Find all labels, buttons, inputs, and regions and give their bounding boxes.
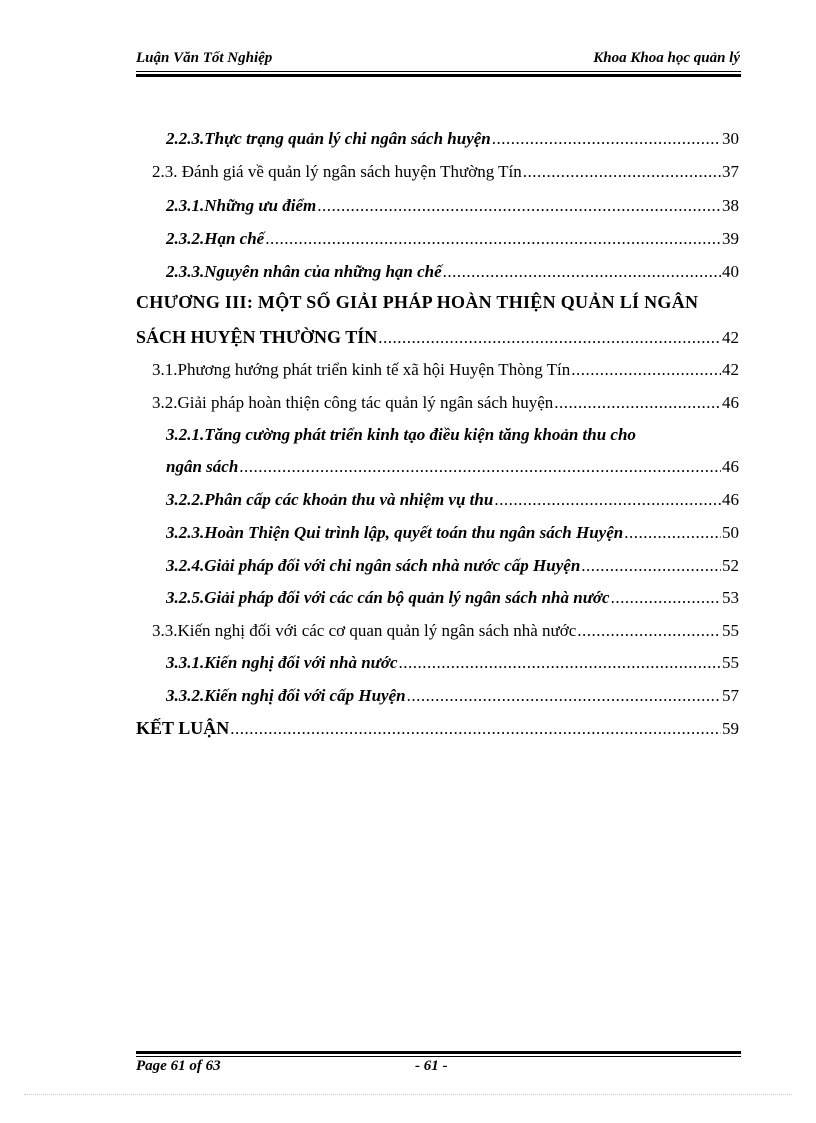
header-rule-thick [136,74,741,77]
toc-entry-title: 3.2.2.Phân cấp các khoản thu và nhiệm vụ thu [166,490,494,509]
toc-leader-dots [443,262,721,282]
toc-entry-page: 55 [722,653,739,672]
toc-leader-dots [407,686,721,706]
toc-entry-page: 42 [722,360,739,379]
toc-entry-page: 46 [722,457,739,476]
toc-entry-title: 2.3.3.Nguyên nhân của những hạn chế [166,262,442,281]
toc-leader-dots [317,196,721,216]
toc-entry[interactable] [136,490,739,516]
toc-entry-page: 53 [722,588,739,607]
toc-entry-title: 2.2.3.Thực trạng quản lý chi ngân sách huyện [166,129,491,148]
toc-entry-title: 3.3.1.Kiến nghị đối với nhà nước [166,653,398,672]
toc-entry-page: 42 [722,328,739,347]
toc-entry-page: 40 [722,262,739,281]
toc-entry[interactable] [136,588,739,614]
toc-leader-dots [492,129,721,149]
toc-entry[interactable] [136,229,739,255]
toc-leader-dots [523,162,721,182]
toc-entry-page: 59 [722,719,739,738]
toc-leader-dots [581,556,721,576]
footer-rule-thick [136,1051,741,1054]
header-rule-thin [136,71,741,72]
footer-rule-thin [136,1056,741,1057]
toc-leader-dots [399,653,721,673]
toc-entry[interactable] [136,393,739,419]
toc-leader-dots [624,523,721,543]
toc-entry-page: 46 [722,490,739,509]
toc-entry-page: 38 [722,196,739,215]
toc-entry[interactable] [136,129,739,155]
toc-leader-dots [577,621,721,641]
toc-leader-dots [265,229,721,249]
toc-entry-title: 2.3.1.Những ưu điểm [166,196,317,215]
toc-entry-title: SÁCH HUYỆN THƯỜNG TÍN [136,327,378,347]
toc-entry-title: 3.2.5.Giải pháp đối với các cán bộ quản lý ngân sách nhà nước [166,588,610,607]
toc-entry[interactable] [136,686,739,712]
toc-entry-title: 3.1.Phương hướng phát triển kinh tế xã hội Huyện Thòng Tín [152,360,571,379]
toc-leader-dots [494,490,721,510]
toc-entry-title: KẾT LUẬN [136,718,230,738]
header-faculty-label: Khoa Khoa học quản lý [593,50,740,66]
toc-leader-dots [378,328,721,348]
toc-entry[interactable] [136,653,739,679]
footer-page-number: - 61 - [415,1058,448,1074]
toc-entry[interactable] [136,360,739,386]
toc-entry-page: 46 [722,393,739,412]
toc-chapter-heading-line1[interactable]: CHƯƠNG III: MỘT SỐ GIẢI PHÁP HOÀN THIỆN QUẢN LÍ NGÂN [136,292,699,312]
toc-entry-page: 52 [722,556,739,575]
footer-page-label: Page 61 of 63 [136,1058,221,1074]
toc-entry[interactable] [136,327,739,353]
toc-entry-page: 30 [722,129,739,148]
toc-leader-dots [611,588,721,608]
header-thesis-label: Luận Văn Tốt Nghiệp [136,50,273,66]
toc-entry-title-line1[interactable]: 3.2.1.Tăng cường phát triển kinh tạo điều kiện tăng khoản thu cho [166,425,636,444]
toc-entry[interactable] [136,262,739,288]
toc-entry-page: 39 [722,229,739,248]
toc-entry-page: 57 [722,686,739,705]
toc-entry-title: 2.3.2.Hạn chế [166,229,265,248]
toc-entry[interactable] [136,196,739,222]
toc-entry[interactable] [136,457,739,483]
toc-entry[interactable] [136,556,739,582]
toc-entry-page: 55 [722,621,739,640]
toc-entry[interactable] [136,162,739,188]
toc-entry-title: 3.2.Giải pháp hoàn thiện công tác quản lý ngân sách huyện [152,393,554,412]
toc-entry-title: 2.3. Đánh giá về quản lý ngân sách huyện Thường Tín [152,162,522,181]
toc-entry-title: 3.3.2.Kiến nghị đối với cấp Huyện [166,686,406,705]
toc-entry-page: 50 [722,523,739,542]
toc-leader-dots [239,457,721,477]
toc-entry-title: 3.3.Kiến nghị đối với các cơ quan quản lý ngân sách nhà nước [152,621,577,640]
toc-entry[interactable] [136,718,739,744]
toc-entry[interactable] [136,621,739,647]
toc-entry-page: 37 [722,162,739,181]
toc-entry[interactable] [136,523,739,549]
page-bottom-border [24,1094,792,1096]
toc-entry-title: 3.2.4.Giải pháp đối với chi ngân sách nhà nước cấp Huyện [166,556,581,575]
toc-leader-dots [554,393,721,413]
page-header [136,46,740,74]
toc-entry-title: ngân sách [166,457,239,476]
toc-leader-dots [571,360,721,380]
toc-leader-dots [230,719,721,739]
toc-entry-title: 3.2.3.Hoàn Thiện Qui trình lập, quyết toán thu ngân sách Huyện [166,523,624,542]
